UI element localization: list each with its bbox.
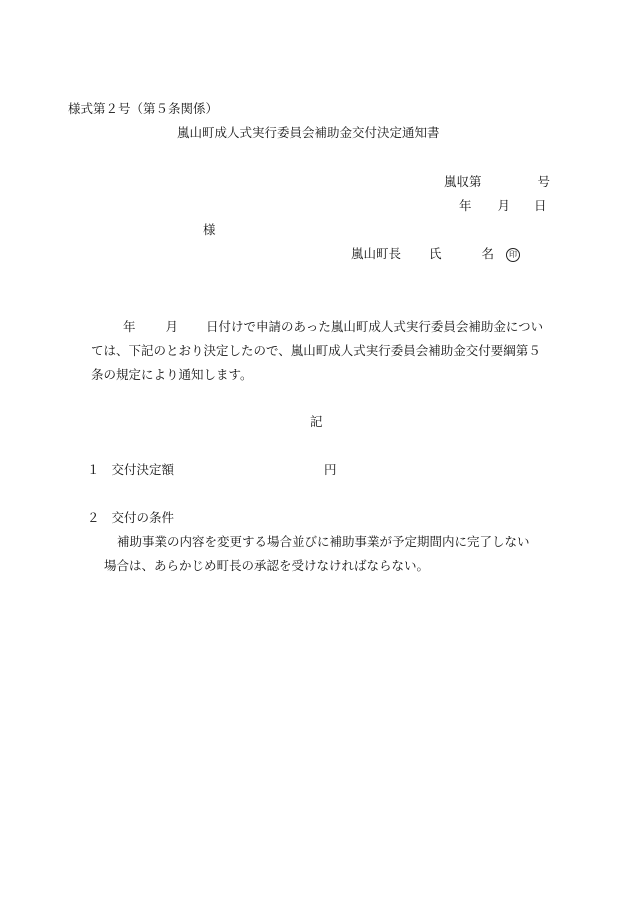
doc-number-prefix: 嵐収第 — [444, 174, 482, 189]
date-month-label: 月 — [497, 198, 511, 213]
body-date-year: 年 — [123, 319, 136, 334]
body-line-2: ては、下記のとおり決定したので、嵐山町成人式実行委員会補助金交付要綱第５ — [91, 343, 541, 358]
item-2-text-line-2: 場合は、あらかじめ町長の承認を受けなければならない。 — [104, 558, 430, 573]
date-year-label: 年 — [459, 198, 472, 213]
item-1 — [87, 462, 337, 478]
item-1-label: 交付決定額 — [111, 462, 175, 477]
addressee-honorific: 様 — [203, 222, 216, 237]
sender-title: 嵐山町長 — [351, 246, 402, 261]
document-title: 嵐山町成人式実行委員会補助金交付決定通知書 — [177, 125, 440, 140]
item-2-number: ２ — [87, 510, 100, 525]
item-1-number: １ — [87, 462, 100, 477]
item-2 — [87, 510, 174, 526]
issue-date — [459, 198, 547, 214]
document-number — [444, 174, 550, 190]
item-2-label: 交付の条件 — [111, 510, 175, 525]
date-day-label: 日 — [534, 198, 547, 213]
doc-number-suffix: 号 — [537, 174, 551, 189]
sender-block — [351, 246, 520, 262]
ki-heading: 記 — [310, 414, 323, 429]
seal-mark: 印 — [506, 248, 520, 262]
body-line-3: 条の規定により通知します。 — [91, 367, 253, 382]
body-text-line-1: 日付けで申請のあった嵐山町成人式実行委員会補助金につい — [206, 319, 544, 334]
sender-name-label-1: 氏 — [429, 246, 442, 261]
item-2-text-line-1: 補助事業の内容を変更する場合並びに補助事業が予定期間内に完了しない — [117, 534, 530, 549]
form-number: 様式第２号（第５条関係） — [68, 101, 219, 116]
body-line-1 — [123, 319, 543, 335]
sender-name-label-2: 名 — [481, 246, 495, 261]
body-date-month: 月 — [165, 319, 179, 334]
item-1-unit: 円 — [324, 462, 337, 477]
